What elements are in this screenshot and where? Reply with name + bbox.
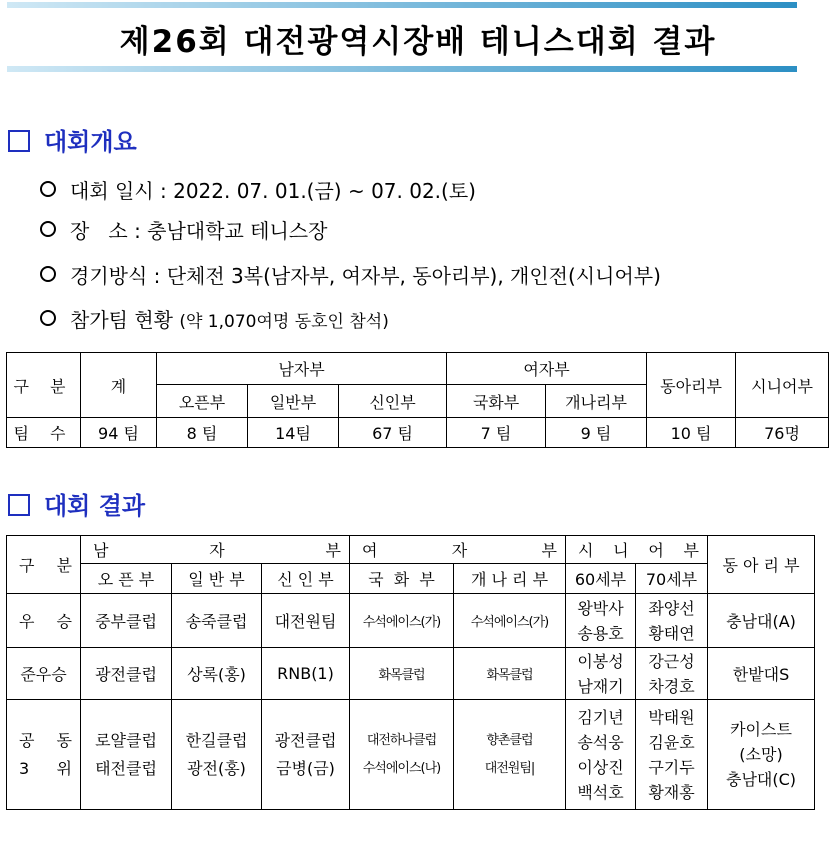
player-name: 왕박사 bbox=[577, 598, 624, 618]
col-rookie: 신인부 bbox=[339, 385, 447, 418]
overview-item-venue bbox=[40, 215, 327, 244]
cell-general bbox=[172, 700, 262, 810]
overview-item-note: (약 1,070여명 동호인 참석) bbox=[179, 312, 389, 332]
cell-forsythia: 수석에이스(가) bbox=[454, 594, 566, 648]
team-name: 한길클럽 bbox=[185, 730, 248, 750]
cell-senior-60 bbox=[566, 594, 636, 648]
table-row bbox=[7, 648, 815, 700]
player-name: 박태원 bbox=[648, 707, 695, 727]
results-heading bbox=[8, 486, 145, 521]
label-char: 공 bbox=[19, 730, 35, 750]
cell-forsythia: 화목클럽 bbox=[454, 648, 566, 700]
title-underline-bar bbox=[7, 66, 797, 72]
label-char: 3 bbox=[19, 758, 30, 778]
cell-club: 한밭대S bbox=[708, 648, 815, 700]
cell-club bbox=[708, 700, 815, 810]
player-name: 좌양선 bbox=[648, 598, 695, 618]
col-open: 오 픈 부 bbox=[81, 564, 172, 594]
team-name: 광전(홍) bbox=[187, 758, 246, 778]
team-name: 금병(금) bbox=[276, 758, 335, 778]
header-char: 어 bbox=[648, 541, 664, 560]
cell-open: 중부클럽 bbox=[81, 594, 172, 648]
team-name: 수석에이스(나) bbox=[362, 760, 441, 776]
team-name: 카이스트 bbox=[730, 720, 792, 739]
header-char: 자 bbox=[209, 541, 225, 560]
overview-item-text: 참가팀 현황 bbox=[70, 308, 173, 332]
overview-heading-text: 대회개요 bbox=[44, 128, 137, 156]
team-name: 대전하나클럽 bbox=[366, 732, 437, 748]
player-name: 강근성 bbox=[648, 651, 695, 671]
header-char: 여 bbox=[362, 541, 378, 560]
team-name: 광전클럽 bbox=[274, 730, 337, 750]
cell-senior-60 bbox=[566, 648, 636, 700]
cell-flower: 7 팀 bbox=[447, 418, 546, 448]
overview-item-participants bbox=[40, 304, 389, 333]
col-forsythia: 개 나 리 부 bbox=[454, 564, 566, 594]
row-label-winner bbox=[7, 594, 81, 648]
cell-senior-70 bbox=[636, 700, 708, 810]
cell-club: 10 팀 bbox=[647, 418, 736, 448]
cell-total: 94 팀 bbox=[81, 418, 157, 448]
team-count-table bbox=[6, 352, 829, 448]
col-men bbox=[81, 536, 350, 564]
results-table bbox=[6, 535, 815, 810]
cell-senior-70 bbox=[636, 648, 708, 700]
col-open: 오픈부 bbox=[157, 385, 248, 418]
header-char: 부 bbox=[541, 541, 557, 560]
team-name: (소망) bbox=[739, 745, 783, 764]
col-senior-70: 70세부 bbox=[636, 564, 708, 594]
team-name: 충남대(C) bbox=[725, 770, 797, 789]
header-char: 분 bbox=[56, 556, 72, 575]
team-name: 로얄클럽 bbox=[95, 730, 157, 750]
cell-open: 8 팀 bbox=[157, 418, 248, 448]
cell-forsythia bbox=[454, 700, 566, 810]
cell-senior-70 bbox=[636, 594, 708, 648]
player-name: 송석웅 bbox=[577, 732, 624, 752]
player-name: 황태연 bbox=[648, 623, 695, 643]
col-category: 구 분 bbox=[7, 353, 81, 418]
cell-senior: 76명 bbox=[736, 418, 829, 448]
team-name: 대전원팀| bbox=[484, 760, 535, 776]
cell-rookie bbox=[262, 700, 350, 810]
overview-item-text: 대회 일시 : 2022. 07. 01.(금) ~ 07. 02.(토) bbox=[70, 179, 476, 203]
player-name: 이상진 bbox=[577, 757, 624, 777]
player-name: 송용호 bbox=[577, 623, 624, 643]
cell-forsythia: 9 팀 bbox=[546, 418, 647, 448]
cell-open: 광전클럽 bbox=[81, 648, 172, 700]
table-row bbox=[7, 418, 829, 448]
player-name: 황재홍 bbox=[648, 782, 695, 802]
row-label-joint-third bbox=[7, 700, 81, 810]
col-women: 여자부 bbox=[447, 353, 647, 385]
cell-flower bbox=[350, 700, 454, 810]
label-char: 승 bbox=[56, 612, 72, 631]
col-men: 남자부 bbox=[157, 353, 447, 385]
overview-item-date bbox=[40, 175, 476, 204]
table-row bbox=[7, 700, 815, 810]
page-title: 제26회 대전광역시장배 테니스대회 결과 bbox=[119, 24, 717, 60]
overview-item-format bbox=[40, 260, 661, 289]
header-char: 니 bbox=[613, 541, 629, 560]
player-name: 차경호 bbox=[648, 676, 695, 696]
label-char: 위 bbox=[56, 758, 72, 778]
col-general: 일 반 부 bbox=[172, 564, 262, 594]
cell-rookie: RNB(1) bbox=[262, 648, 350, 700]
results-heading-text: 대회 결과 bbox=[44, 492, 146, 520]
header-char: 시 bbox=[578, 541, 594, 560]
player-name: 남재기 bbox=[577, 676, 624, 696]
header-char: 자 bbox=[451, 541, 468, 560]
header-char: 남 bbox=[93, 541, 109, 560]
overview-item-text: 경기방식 : 단체전 3복(남자부, 여자부, 동아리부), 개인전(시니어부) bbox=[70, 264, 661, 288]
row-label-runner-up: 준우승 bbox=[7, 648, 81, 700]
col-women bbox=[350, 536, 566, 564]
col-category bbox=[7, 536, 81, 594]
col-rookie: 신 인 부 bbox=[262, 564, 350, 594]
circle-bullet-icon bbox=[40, 266, 56, 282]
circle-bullet-icon bbox=[40, 221, 56, 237]
col-general: 일반부 bbox=[248, 385, 339, 418]
checkbox-square-icon bbox=[8, 130, 30, 152]
team-name: 태전클럽 bbox=[95, 758, 157, 778]
cell-general: 송죽클럽 bbox=[172, 594, 262, 648]
label-char: 동 bbox=[56, 730, 72, 750]
circle-bullet-icon bbox=[40, 181, 56, 197]
checkbox-square-icon bbox=[8, 494, 30, 516]
col-club: 동아리부 bbox=[647, 353, 736, 418]
player-name: 백석호 bbox=[577, 782, 624, 802]
overview-heading bbox=[8, 122, 137, 157]
cell-rookie: 대전원팀 bbox=[262, 594, 350, 648]
top-accent-bar bbox=[7, 2, 797, 8]
col-senior bbox=[566, 536, 708, 564]
col-senior-60: 60세부 bbox=[566, 564, 636, 594]
player-name: 김기년 bbox=[577, 707, 624, 727]
cell-club: 충남대(A) bbox=[708, 594, 815, 648]
col-senior: 시니어부 bbox=[736, 353, 829, 418]
cell-open bbox=[81, 700, 172, 810]
player-name: 김윤호 bbox=[648, 732, 695, 752]
cell-flower: 수석에이스(가) bbox=[350, 594, 454, 648]
circle-bullet-icon bbox=[40, 310, 56, 326]
player-name: 이봉성 bbox=[577, 651, 624, 671]
team-name: 향촌클럽 bbox=[486, 732, 533, 748]
cell-general: 상록(홍) bbox=[172, 648, 262, 700]
cell-general: 14팀 bbox=[248, 418, 339, 448]
col-flower: 국 화 부 bbox=[350, 564, 454, 594]
row-label: 팀 수 bbox=[7, 418, 81, 448]
col-total: 계 bbox=[81, 353, 157, 418]
table-row bbox=[7, 594, 815, 648]
header-char: 구 bbox=[19, 556, 35, 575]
col-club: 동 아 리 부 bbox=[708, 536, 815, 594]
label-char: 우 bbox=[19, 612, 35, 631]
overview-item-text: 장 소 : 충남대학교 테니스장 bbox=[70, 219, 328, 243]
col-flower: 국화부 bbox=[447, 385, 546, 418]
col-forsythia: 개나리부 bbox=[546, 385, 647, 418]
cell-senior-60 bbox=[566, 700, 636, 810]
header-char: 부 bbox=[325, 541, 341, 560]
player-name: 구기두 bbox=[648, 757, 695, 777]
cell-rookie: 67 팀 bbox=[339, 418, 447, 448]
header-char: 부 bbox=[683, 541, 699, 560]
cell-flower: 화목클럽 bbox=[350, 648, 454, 700]
